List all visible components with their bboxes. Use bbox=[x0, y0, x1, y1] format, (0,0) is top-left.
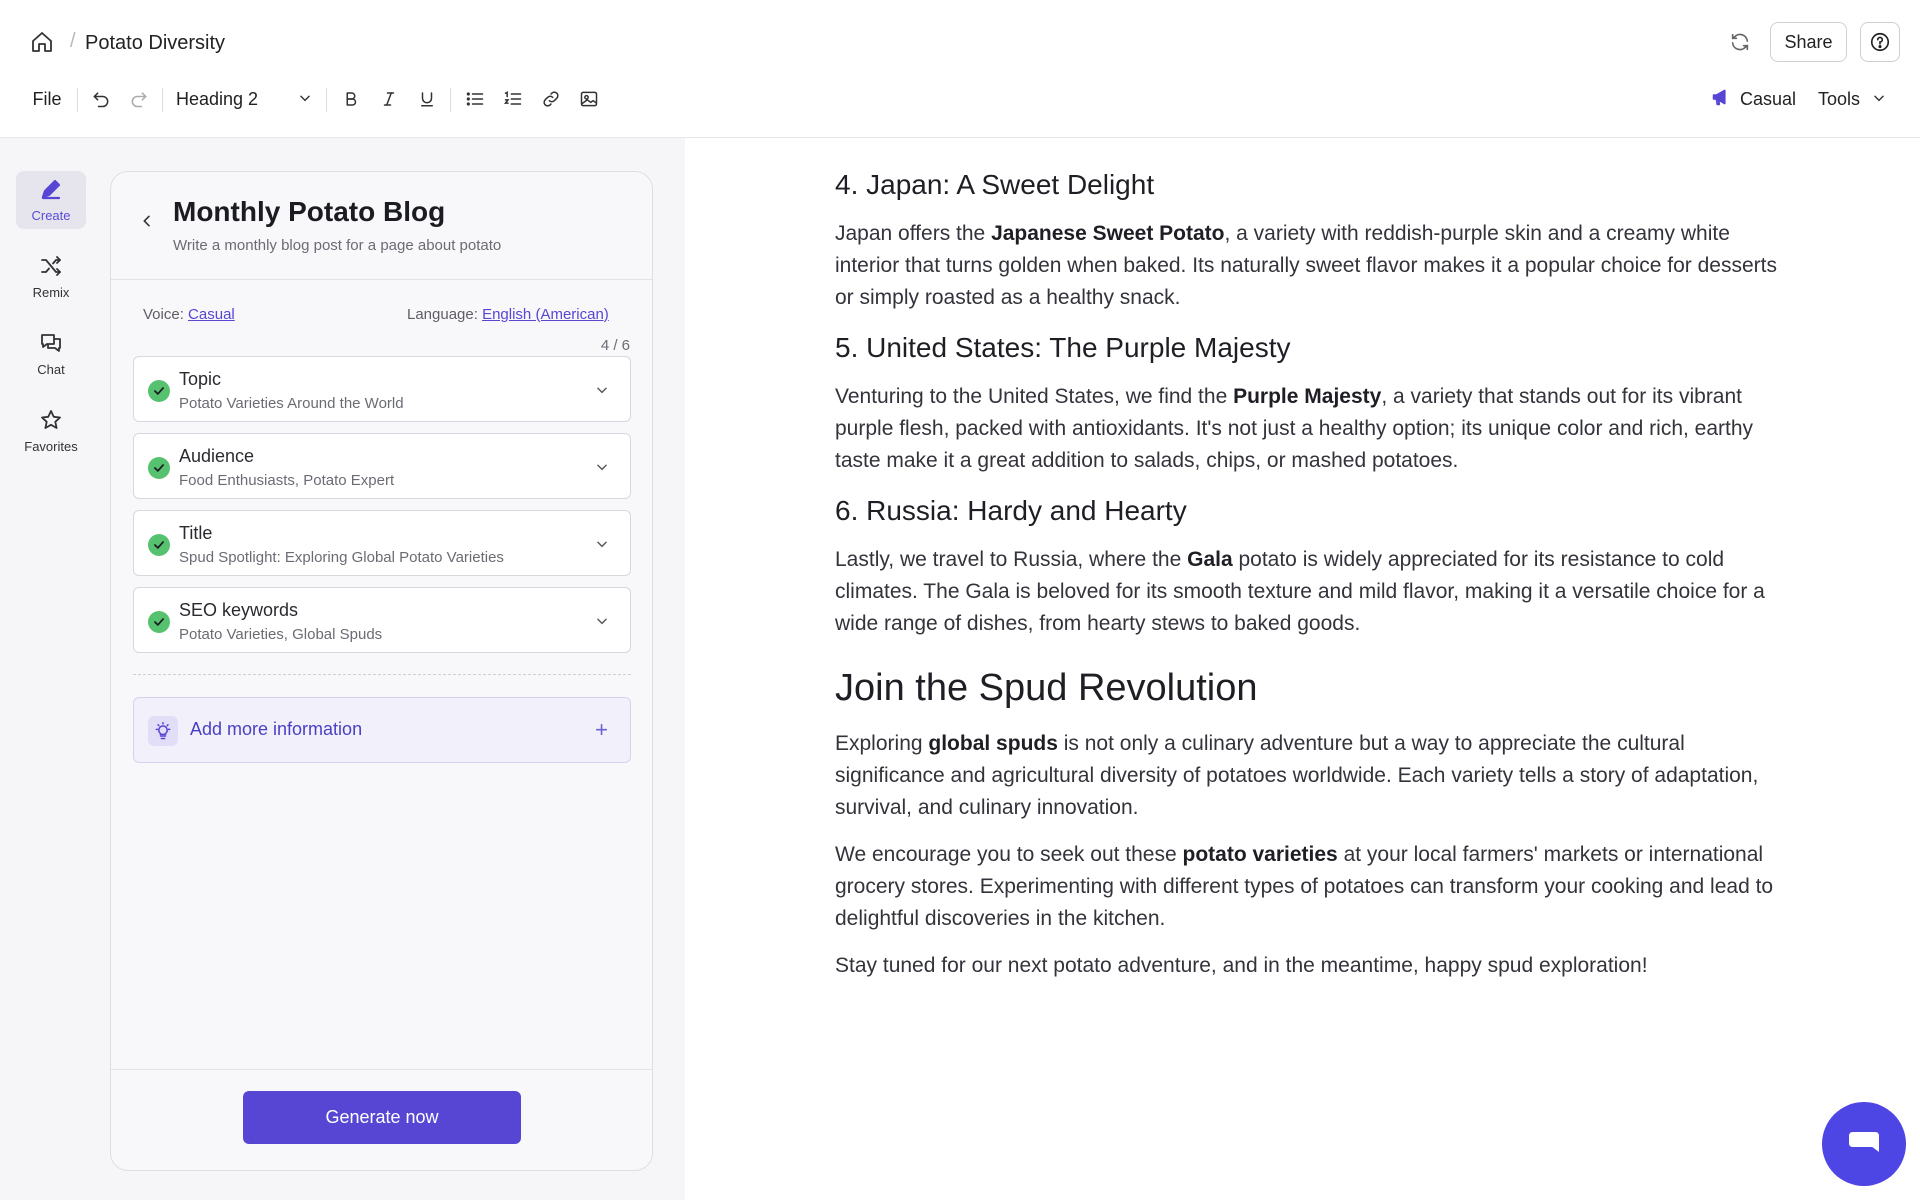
field-card-title[interactable] bbox=[133, 510, 631, 576]
megaphone-icon bbox=[1710, 86, 1732, 113]
rail-chat[interactable] bbox=[16, 325, 86, 383]
section-divider bbox=[133, 674, 631, 675]
field-title: SEO keywords bbox=[179, 600, 299, 620]
rail-chat-label: Chat bbox=[37, 362, 65, 377]
language-setting-label: Language: bbox=[407, 306, 478, 323]
progress-counter: 4 / 6 bbox=[600, 337, 630, 354]
text-style-select[interactable] bbox=[176, 82, 312, 116]
bullet-list-icon[interactable] bbox=[460, 82, 490, 116]
chat-support-button[interactable] bbox=[1822, 1102, 1906, 1186]
paragraph-text: We encourage you to seek out these bbox=[835, 843, 1183, 866]
panel-header bbox=[111, 172, 652, 280]
language-setting bbox=[407, 306, 609, 323]
paragraph-text: , a variety that stands out for its vibrant purple flesh, packed with antioxidants. It's not just a healthy option; its unique color and rich, earthy taste make it a great addition to salads, chips, or mashed potatoes. bbox=[835, 385, 1754, 472]
toolbar-divider bbox=[77, 88, 78, 112]
toolbar-divider bbox=[162, 88, 163, 112]
chevron-down-icon[interactable] bbox=[594, 536, 610, 552]
chevron-down-icon[interactable] bbox=[594, 613, 610, 629]
rail-create-label: Create bbox=[31, 208, 71, 223]
field-value: Potato Varieties Around the World bbox=[179, 395, 404, 412]
voice-setting bbox=[143, 306, 235, 323]
sync-icon[interactable] bbox=[1726, 28, 1754, 56]
paragraph-text: Lastly, we travel to Russia, where the bbox=[835, 548, 1188, 571]
check-icon bbox=[148, 534, 170, 556]
voice-label: Casual bbox=[1740, 88, 1797, 109]
formatting-toolbar bbox=[0, 76, 1920, 122]
section-heading[interactable]: 4. Japan: A Sweet Delight bbox=[835, 169, 1155, 200]
tools-menu[interactable] bbox=[1818, 82, 1886, 116]
field-card-seo-keywords[interactable] bbox=[133, 587, 631, 653]
check-icon bbox=[148, 380, 170, 402]
field-title: Topic bbox=[179, 369, 222, 389]
image-icon[interactable] bbox=[574, 82, 604, 116]
undo-icon[interactable] bbox=[86, 82, 116, 116]
document-editor[interactable] bbox=[685, 138, 1920, 1200]
field-title: Audience bbox=[179, 446, 255, 466]
add-more-label: Add more information bbox=[190, 719, 363, 739]
plus-icon: + bbox=[595, 717, 608, 742]
field-value: Potato Varieties, Global Spuds bbox=[179, 626, 383, 643]
field-value: Food Enthusiasts, Potato Expert bbox=[179, 472, 395, 489]
italic-icon[interactable] bbox=[374, 82, 404, 116]
link-icon[interactable] bbox=[536, 82, 566, 116]
help-icon[interactable] bbox=[1860, 22, 1900, 62]
rail-create[interactable] bbox=[16, 171, 86, 229]
panel-title: Monthly Potato Blog bbox=[173, 196, 446, 227]
chevron-down-icon[interactable] bbox=[594, 459, 610, 475]
field-card-audience[interactable] bbox=[133, 433, 631, 499]
voice-setting-link[interactable]: Casual bbox=[188, 306, 235, 323]
check-icon bbox=[148, 457, 170, 479]
chevron-down-icon bbox=[298, 89, 312, 110]
language-setting-link[interactable]: English (American) bbox=[482, 306, 609, 323]
paragraph-text: at your local farmers' markets or international grocery stores. Experimenting with different types of potatoes can transform your cooking and lead to delightful discoveries in the kitchen. bbox=[835, 843, 1774, 930]
numbered-list-icon[interactable] bbox=[498, 82, 528, 116]
section-heading[interactable]: 5. United States: The Purple Majesty bbox=[835, 332, 1291, 363]
chat-icon bbox=[39, 331, 63, 358]
bold-keyword: Purple Majesty bbox=[1233, 385, 1382, 408]
left-sidebar bbox=[0, 138, 685, 1200]
paragraph[interactable] bbox=[835, 381, 1785, 477]
section-heading[interactable]: 6. Russia: Hardy and Hearty bbox=[835, 495, 1187, 526]
file-menu[interactable]: File bbox=[32, 88, 62, 109]
text-style-value: Heading 2 bbox=[176, 88, 259, 109]
share-button[interactable]: Share bbox=[1770, 22, 1847, 62]
voice-selector[interactable] bbox=[1710, 82, 1796, 116]
paragraph[interactable] bbox=[835, 544, 1785, 640]
rail-remix-label: Remix bbox=[32, 285, 70, 300]
pen-icon bbox=[39, 177, 63, 204]
toolbar-divider bbox=[326, 88, 327, 112]
check-icon bbox=[148, 611, 170, 633]
breadcrumb-separator: / bbox=[70, 30, 76, 52]
tools-label: Tools bbox=[1818, 88, 1861, 109]
rail-favorites[interactable] bbox=[16, 402, 86, 460]
paragraph-text: Exploring bbox=[835, 732, 929, 755]
document-title[interactable]: Potato Diversity bbox=[85, 32, 226, 54]
paragraph-text: potato is widely appreciated for its resistance to cold climates. The Gala is beloved for its smooth texture and mild flavor, making it a versatile choice for a wide range of dishes, from hearty stews to baked goods. bbox=[835, 548, 1765, 635]
add-more-information-button[interactable] bbox=[133, 697, 631, 763]
paragraph-text: Venturing to the United States, we find the bbox=[835, 385, 1234, 408]
rail-remix[interactable] bbox=[16, 248, 86, 306]
chevron-down-icon bbox=[1872, 89, 1886, 110]
bold-keyword: Japanese Sweet Potato bbox=[991, 222, 1225, 245]
chevron-down-icon[interactable] bbox=[594, 382, 610, 398]
paragraph-text: is not only a culinary adventure but a way to appreciate the cultural significance and agricultural diversity of potatoes worldwide. Each variety tells a story of adaptation, survival, and culinary innovation. bbox=[835, 732, 1759, 819]
generate-now-button[interactable]: Generate now bbox=[243, 1091, 521, 1144]
rail-favorites-label: Favorites bbox=[24, 439, 78, 454]
paragraph[interactable]: Stay tuned for our next potato adventure, and in the meantime, happy spud exploration! bbox=[835, 954, 1648, 977]
panel-subtitle: Write a monthly blog post for a page about potato bbox=[173, 237, 502, 254]
bold-keyword: potato varieties bbox=[1182, 843, 1338, 866]
panel-footer bbox=[111, 1069, 652, 1171]
shuffle-icon bbox=[39, 254, 63, 281]
bulb-icon bbox=[148, 716, 178, 746]
major-heading[interactable]: Join the Spud Revolution bbox=[835, 667, 1258, 709]
paragraph-text: Japan offers the bbox=[835, 222, 992, 245]
underline-icon[interactable] bbox=[412, 82, 442, 116]
field-card-topic[interactable] bbox=[133, 356, 631, 422]
star-icon bbox=[39, 408, 63, 435]
create-panel bbox=[110, 171, 653, 1171]
paragraph[interactable] bbox=[835, 839, 1785, 935]
chat-bubble-icon bbox=[1844, 1122, 1884, 1167]
redo-icon[interactable] bbox=[124, 82, 154, 116]
toolbar-divider bbox=[450, 88, 451, 112]
article-content[interactable] bbox=[835, 154, 1785, 997]
bold-icon[interactable] bbox=[336, 82, 366, 116]
title-row bbox=[0, 20, 1920, 66]
field-value: Spud Spotlight: Exploring Global Potato Varieties bbox=[179, 549, 504, 566]
bold-keyword: Gala bbox=[1187, 548, 1233, 571]
bold-keyword: global spuds bbox=[928, 732, 1058, 755]
top-bar bbox=[0, 0, 1920, 138]
paragraph[interactable] bbox=[835, 728, 1785, 824]
paragraph-text: , a variety with reddish-purple skin and a creamy white interior that turns golden when baked. Its naturally sweet flavor makes it a popular choice for desserts or simply roasted as a healthy snack. bbox=[835, 222, 1777, 309]
paragraph[interactable] bbox=[835, 218, 1785, 314]
voice-setting-label: Voice: bbox=[143, 306, 184, 323]
back-chevron-icon[interactable] bbox=[136, 210, 158, 232]
field-title: Title bbox=[179, 523, 213, 543]
home-icon[interactable] bbox=[27, 27, 57, 57]
